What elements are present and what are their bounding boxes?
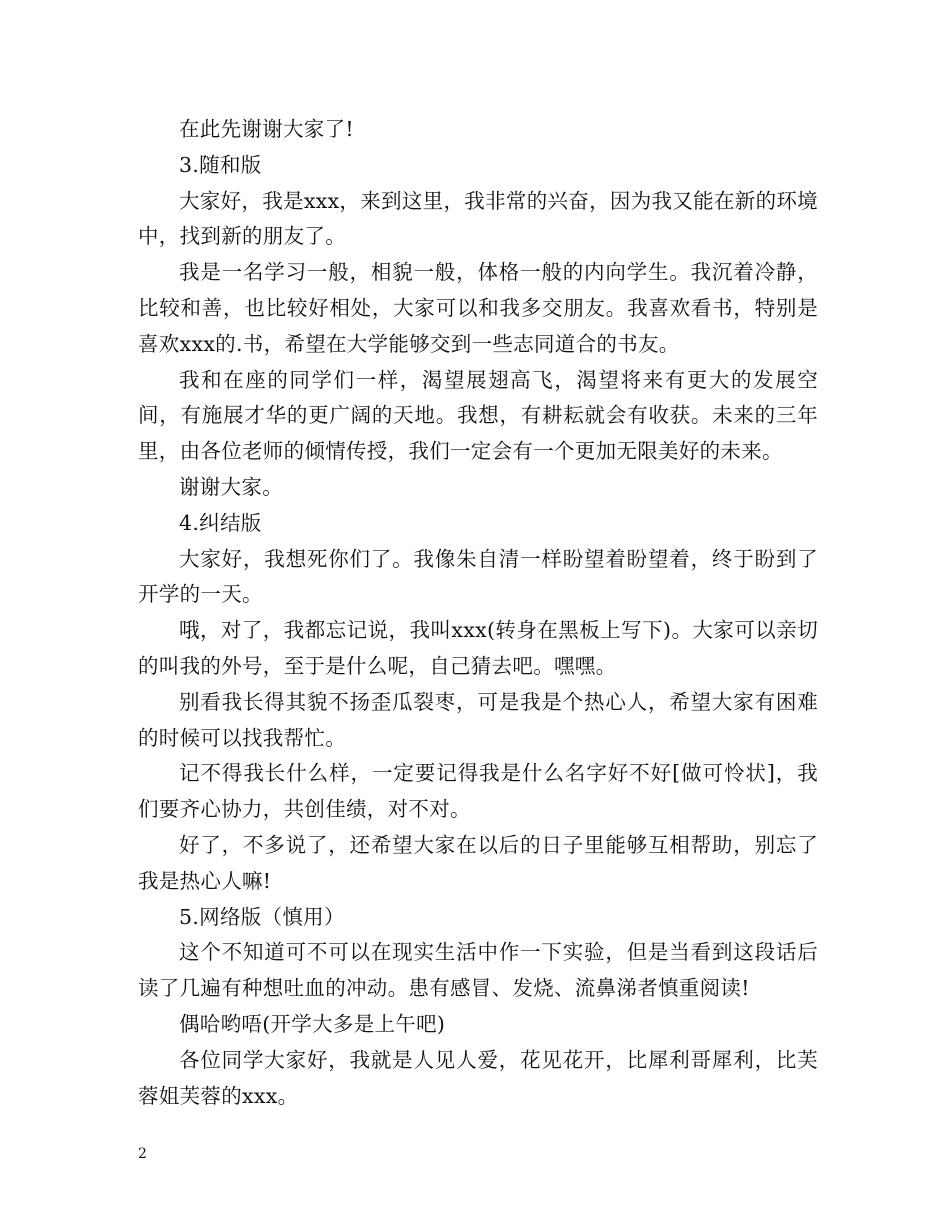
heading-tangled-version: 4.纠结版	[179, 510, 262, 535]
page-number: 2	[138, 1146, 147, 1162]
heading-internet-version: 5.网络版（慎用）	[179, 904, 345, 929]
paragraph: 大家好，我是xxx，来到这里，我非常的兴奋，因为我又能在新的环境中，找到新的朋友了。	[138, 188, 818, 249]
paragraph: 别看我长得其貌不扬歪瓜裂枣，可是我是个热心人，希望大家有困难的时候可以找我帮忙。	[138, 689, 818, 750]
paragraph-closing-thanks: 在此先谢谢大家了!	[179, 117, 354, 141]
paragraph: 偶哈哟唔(开学大多是上午吧)	[179, 1011, 446, 1036]
paragraph: 大家好，我想死你们了。我像朱自清一样盼望着盼望着，终于盼到了开学的一天。	[138, 546, 818, 607]
paragraph: 这个不知道可不可以在现实生活中作一下实验，但是当看到这段话后读了几遍有种想吐血的冲动。患有感冒、发烧、流鼻涕者慎重阅读!	[138, 940, 818, 1001]
paragraph: 我和在座的同学们一样，渴望展翅高飞，渴望将来有更大的发展空间，有施展才华的更广阔的天地。我想，有耕耘就会有收获。未来的三年里，由各位老师的倾情传授，我们一定会有一个更加无限美好的未来。	[138, 367, 818, 464]
document-body	[138, 112, 818, 1114]
paragraph: 好了，不多说了，还希望大家在以后的日子里能够互相帮助，别忘了我是热心人嘛!	[138, 832, 818, 893]
paragraph: 哦，对了，我都忘记说，我叫xxx(转身在黑板上写下)。大家可以亲切的叫我的外号，至于是什么呢，自己猜去吧。嘿嘿。	[138, 618, 818, 678]
heading-casual-version: 3.随和版	[179, 152, 262, 177]
paragraph: 我是一名学习一般，相貌一般，体格一般的内向学生。我沉着冷静，比较和善，也比较好相处，大家可以和我多交朋友。我喜欢看书，特别是喜欢xxx的.书，希望在大学能够交到一些志同道合的书友。	[138, 260, 818, 356]
paragraph: 各位同学大家好，我就是人见人爱，花见花开，比犀利哥犀利，比芙蓉姐芙蓉的xxx。	[138, 1047, 818, 1108]
paragraph: 谢谢大家。	[179, 474, 283, 499]
paragraph: 记不得我长什么样，一定要记得我是什么名字好不好[做可怜状]，我们要齐心协力，共创佳绩，对不对。	[138, 761, 818, 822]
